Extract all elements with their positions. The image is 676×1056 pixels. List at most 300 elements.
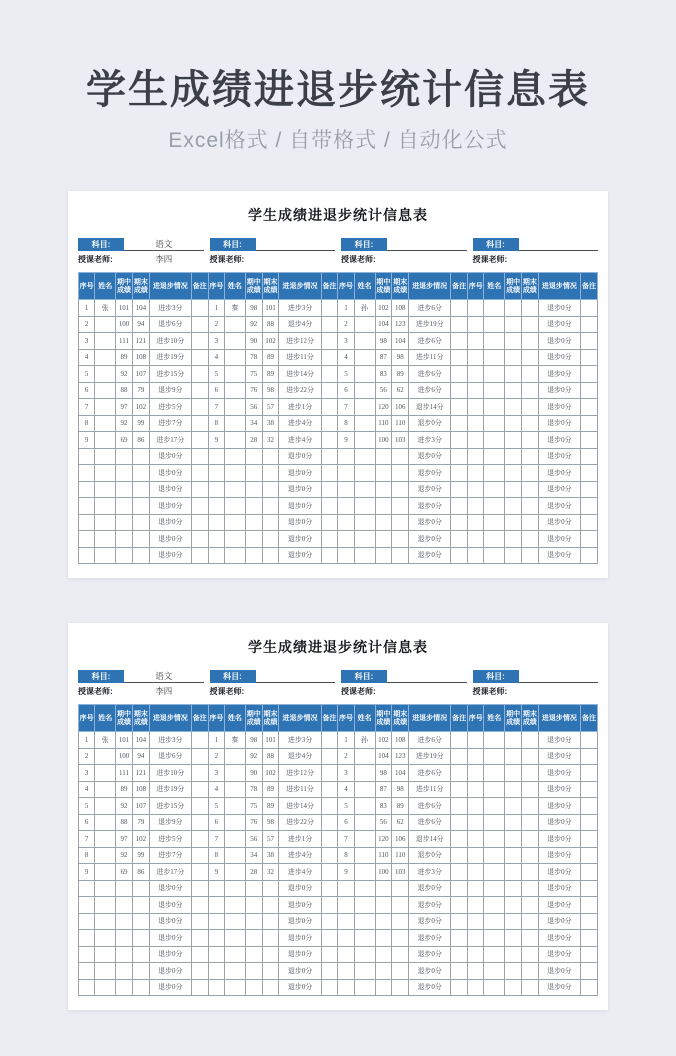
cell-status: 退步0分 [538,880,580,897]
cell-final: 88 [262,748,279,765]
cell-mid [505,765,522,782]
cell-final [522,349,539,366]
cell-mid [116,880,133,897]
cell-status: 退步14分 [409,399,451,416]
cell-name [484,748,505,765]
cell-status: 退步0分 [279,481,321,498]
cell-name: 秦 [225,300,246,317]
col-header: 序号 [79,705,95,732]
cell-status: 退步0分 [538,432,580,449]
cell-status: 退步0分 [538,847,580,864]
cell-no [468,798,484,815]
cell-mid: 100 [116,748,133,765]
cell-status: 进步1分 [279,831,321,848]
cell-note [451,913,468,930]
cell-note [191,814,208,831]
cell-note [191,946,208,963]
cell-mid: 98 [245,300,262,317]
cell-mid [505,930,522,947]
subject-label: 科目: [78,670,124,683]
cell-note [321,913,338,930]
teacher-label: 授课老师: [472,255,508,264]
cell-mid: 102 [375,300,392,317]
cell-mid: 111 [116,333,133,350]
cell-note [321,897,338,914]
cell-final: 108 [132,349,149,366]
table-row [79,514,598,531]
cell-mid: 83 [375,366,392,383]
cell-status: 退步0分 [538,814,580,831]
cell-name [484,481,505,498]
col-header: 期末成绩 [132,273,149,300]
cell-mid: 83 [375,798,392,815]
cell-note [321,366,338,383]
cell-mid: 56 [375,382,392,399]
subject-line [78,670,204,683]
cell-final: 123 [392,316,409,333]
cell-mid: 100 [375,864,392,881]
cell-mid [505,798,522,815]
cell-status: 退步0分 [279,913,321,930]
cell-mid: 76 [245,814,262,831]
cell-no [468,514,484,531]
cell-status: 退步0分 [279,448,321,465]
cell-no [338,979,354,996]
cell-no [338,465,354,482]
cell-final [262,448,279,465]
cell-note [451,465,468,482]
cell-no [468,765,484,782]
cell-name [95,880,116,897]
cell-mid [505,847,522,864]
cell-status: 进步6分 [409,732,451,749]
cell-no [338,897,354,914]
cell-note [580,547,597,564]
cell-note [321,547,338,564]
cell-mid: 101 [116,732,133,749]
cell-name [484,781,505,798]
cell-note [451,366,468,383]
cell-final [522,333,539,350]
table-row [79,448,598,465]
cell-name [225,481,246,498]
cell-status: 退步4分 [279,748,321,765]
cell-note [321,864,338,881]
table-row [79,333,598,350]
cell-status: 进步6分 [409,382,451,399]
cell-note [321,448,338,465]
col-header: 进退步情况 [149,705,191,732]
cell-mid [245,897,262,914]
cell-note [321,399,338,416]
cell-final [392,963,409,980]
cell-note [191,732,208,749]
cell-no: 2 [79,748,95,765]
cell-mid: 90 [245,333,262,350]
table-row [79,864,598,881]
cell-status: 进步1分 [279,399,321,416]
cell-mid: 92 [245,748,262,765]
col-header: 姓名 [225,705,246,732]
cell-no [79,913,95,930]
cell-no [79,531,95,548]
col-header: 备注 [321,705,338,732]
cell-note [451,897,468,914]
cell-status: 进步3分 [279,300,321,317]
cell-note [321,765,338,782]
cell-mid [375,946,392,963]
cell-name [95,399,116,416]
cell-status: 退步0分 [279,946,321,963]
teacher-label: 授课老师: [472,687,508,696]
cell-status: 退步0分 [538,946,580,963]
cell-note [191,781,208,798]
cell-no [208,498,224,515]
cell-name [95,814,116,831]
cell-no: 4 [338,781,354,798]
teacher-value: 李四 [155,686,173,696]
cell-mid [245,930,262,947]
cell-no [468,781,484,798]
table-row [79,847,598,864]
cell-status: 退步9分 [149,382,191,399]
cell-final: 79 [132,814,149,831]
cell-final: 121 [132,333,149,350]
cell-name [95,847,116,864]
cell-final [522,531,539,548]
cell-final [132,963,149,980]
cell-note [321,732,338,749]
cell-name [95,979,116,996]
cell-name [354,333,375,350]
cell-status: 退步0分 [409,514,451,531]
cell-mid [116,913,133,930]
cell-note [321,814,338,831]
cell-mid: 97 [116,831,133,848]
cell-status: 进步6分 [409,798,451,815]
col-header: 姓名 [484,705,505,732]
col-header: 序号 [468,705,484,732]
cell-no: 2 [338,748,354,765]
cell-name [95,946,116,963]
col-header: 备注 [580,705,597,732]
cell-note [451,880,468,897]
cell-mid: 28 [245,432,262,449]
cell-name [225,748,246,765]
cell-name [484,831,505,848]
cell-final [262,913,279,930]
subject-line [78,238,204,251]
cell-mid [505,547,522,564]
cell-note [451,732,468,749]
col-header: 期末成绩 [392,273,409,300]
cell-mid [245,481,262,498]
cell-final [522,814,539,831]
cell-note [191,798,208,815]
cell-name [354,765,375,782]
cell-name [354,880,375,897]
col-header: 姓名 [95,705,116,732]
cell-note [451,814,468,831]
cell-name [225,781,246,798]
cell-name [225,498,246,515]
cell-no: 5 [208,366,224,383]
cell-note [191,864,208,881]
cell-note [580,913,597,930]
table-row [79,831,598,848]
cell-mid [505,382,522,399]
cell-note [451,847,468,864]
cell-final [392,913,409,930]
cell-note [191,531,208,548]
cell-note [191,847,208,864]
cell-name [484,366,505,383]
cell-no: 3 [79,765,95,782]
cell-status: 退步0分 [409,897,451,914]
cell-status: 退步0分 [409,963,451,980]
cell-name [95,465,116,482]
cell-mid [505,300,522,317]
cell-note [451,349,468,366]
cell-status: 退步0分 [538,448,580,465]
cell-no: 7 [79,399,95,416]
cell-status: 退步0分 [409,930,451,947]
cell-status: 进步6分 [409,765,451,782]
cell-no [468,547,484,564]
cell-no [468,831,484,848]
cell-name [95,415,116,432]
cell-note [451,333,468,350]
cell-name [354,465,375,482]
subject-value [387,670,467,683]
cell-final: 94 [132,316,149,333]
cell-mid [505,366,522,383]
cell-final [132,946,149,963]
cell-name [484,963,505,980]
cell-no: 3 [79,333,95,350]
cell-no [468,847,484,864]
cell-final [522,930,539,947]
cell-no [468,366,484,383]
cell-no: 9 [79,864,95,881]
cell-mid [505,514,522,531]
cell-status: 进步6分 [409,300,451,317]
subject-line [473,670,599,683]
cell-name [225,864,246,881]
sheet-card-1 [68,191,608,578]
cell-no [208,448,224,465]
cell-status: 退步0分 [279,930,321,947]
cell-status: 进步4分 [279,415,321,432]
table-row [79,814,598,831]
cell-mid: 97 [116,399,133,416]
cell-mid [375,897,392,914]
cell-name [484,765,505,782]
cell-name [484,732,505,749]
cell-final: 103 [392,864,409,881]
cell-mid [245,946,262,963]
cell-final [522,382,539,399]
cell-mid [245,498,262,515]
cell-status: 进步4分 [279,847,321,864]
cell-mid [505,732,522,749]
cell-no: 3 [338,765,354,782]
cell-final [522,831,539,848]
cell-mid [505,781,522,798]
table-row [79,979,598,996]
cell-status: 进步3分 [279,732,321,749]
cell-final [392,481,409,498]
cell-mid [245,880,262,897]
col-header: 备注 [321,273,338,300]
cell-no: 8 [338,847,354,864]
cell-name [354,481,375,498]
cell-status: 退步0分 [279,514,321,531]
cell-status: 退步0分 [538,864,580,881]
cell-mid [375,547,392,564]
cell-name [95,514,116,531]
cell-no [468,979,484,996]
cell-final: 99 [132,415,149,432]
col-header: 期中成绩 [116,705,133,732]
cell-final [522,897,539,914]
cell-note [580,963,597,980]
cell-note [451,946,468,963]
cell-status: 进步10分 [149,765,191,782]
cell-no: 4 [208,349,224,366]
cell-final: 86 [132,864,149,881]
cell-status: 进步3分 [409,432,451,449]
cell-name [95,897,116,914]
cell-name [354,748,375,765]
page-title: 学生成绩进退步统计信息表 [86,68,590,112]
cell-name [225,514,246,531]
cell-no: 6 [79,814,95,831]
cell-name [484,465,505,482]
cell-note [451,432,468,449]
table-row [79,531,598,548]
cell-no [208,963,224,980]
cell-note [580,946,597,963]
cell-final [392,880,409,897]
cell-final [392,897,409,914]
cell-name [484,333,505,350]
cell-status: 进步11分 [279,349,321,366]
cell-name [484,514,505,531]
cell-mid [375,531,392,548]
table-row [79,798,598,815]
cell-name [225,333,246,350]
cell-final: 98 [392,349,409,366]
cell-note [321,831,338,848]
cell-note [191,465,208,482]
cell-mid [116,930,133,947]
score-table [78,272,598,564]
col-header: 进退步情况 [538,705,580,732]
cell-note [451,979,468,996]
col-header: 姓名 [354,705,375,732]
cell-note [580,798,597,815]
cell-no [338,531,354,548]
cell-final [132,465,149,482]
cell-name [95,531,116,548]
cell-status: 退步0分 [409,547,451,564]
cell-no [468,415,484,432]
cell-final: 104 [392,765,409,782]
cell-mid: 102 [375,732,392,749]
cell-no: 2 [79,316,95,333]
cell-note [451,930,468,947]
cell-status: 退步0分 [279,979,321,996]
cell-final [522,498,539,515]
cell-mid [375,465,392,482]
cell-status: 进步17分 [149,432,191,449]
subject-line [341,238,467,251]
col-header: 备注 [191,273,208,300]
cell-final: 62 [392,814,409,831]
cell-no [468,814,484,831]
cell-status: 退步0分 [149,498,191,515]
cell-mid [505,465,522,482]
cell-note [580,448,597,465]
cell-no [79,930,95,947]
cell-name [95,481,116,498]
cell-note [191,316,208,333]
cell-status: 退步0分 [538,316,580,333]
cell-note [321,748,338,765]
cell-mid: 98 [375,765,392,782]
cell-mid [116,514,133,531]
cell-no: 3 [338,333,354,350]
cell-note [321,781,338,798]
cell-final [262,498,279,515]
table-row [79,498,598,515]
cell-no [468,333,484,350]
cell-final: 94 [132,748,149,765]
cell-name [95,963,116,980]
cell-mid [505,448,522,465]
cell-note [451,415,468,432]
cell-note [580,864,597,881]
cell-note [321,382,338,399]
cell-no [468,448,484,465]
cell-status: 退步0分 [149,448,191,465]
cell-name [484,946,505,963]
cell-final: 32 [262,432,279,449]
cell-note [191,382,208,399]
cell-final [262,880,279,897]
cell-name [225,349,246,366]
cell-no [468,349,484,366]
cell-mid [505,531,522,548]
cell-final: 57 [262,399,279,416]
cell-note [321,963,338,980]
cell-note [191,432,208,449]
cell-mid: 92 [116,366,133,383]
info-group-3 [341,670,467,697]
cell-final [522,946,539,963]
info-group-3 [341,238,467,265]
cell-final [262,531,279,548]
cell-name [95,382,116,399]
cell-final [392,448,409,465]
cell-name [354,831,375,848]
cell-no [79,498,95,515]
cell-no [79,897,95,914]
cell-no [468,465,484,482]
cell-final [262,547,279,564]
cell-no [79,880,95,897]
